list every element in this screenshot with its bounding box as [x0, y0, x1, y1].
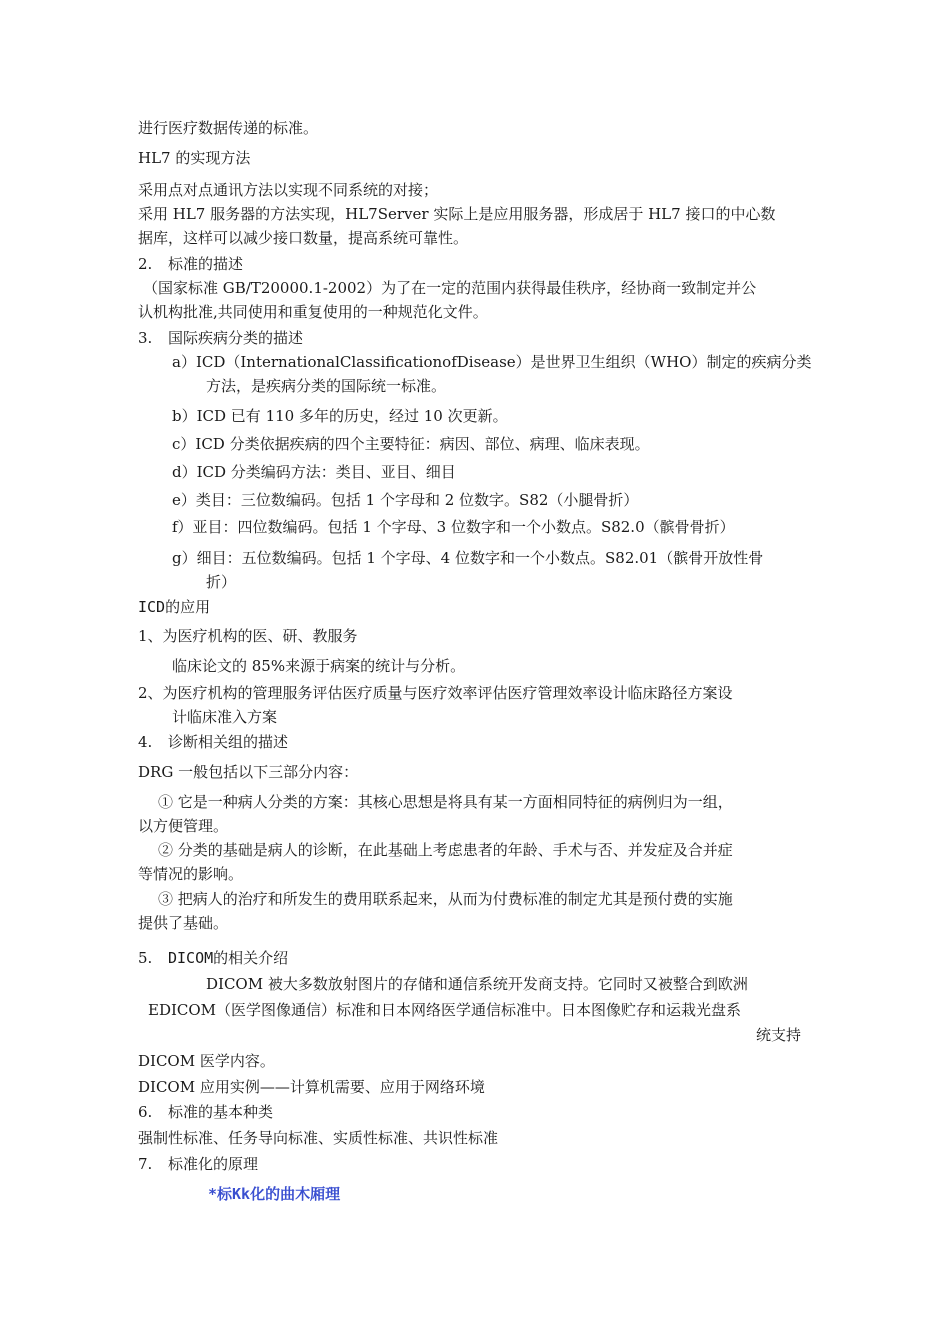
section-number: 3. — [138, 329, 153, 347]
subheading-icd-application: ICD的应用 — [138, 598, 211, 616]
text-line: DRG 一般包括以下三部分内容： — [138, 763, 359, 781]
list-item-g-cont: 折） — [206, 573, 237, 591]
list-item-b: b）ICD 已有 110 多年的历史，经过 10 次更新。 — [172, 407, 508, 425]
text-line: ① 它是一种病人分类的方案：其核心思想是将具有某一方面相同特征的病例归为一组， — [158, 793, 733, 811]
text-line: 进行医疗数据传递的标准。 — [138, 119, 319, 137]
text-line: （国家标准 GB/T20000.1-2002）为了在一定的范围内获得最佳秩序，经协商一致制定并公 — [143, 279, 757, 297]
section-title: 标准的描述 — [168, 255, 244, 273]
text-line: 1、为医疗机构的医、研、教服务 — [138, 627, 358, 645]
section-number: 6. — [138, 1103, 153, 1121]
section-heading-3 — [138, 328, 303, 348]
section-number: 5. — [138, 949, 153, 967]
list-item-c: c）ICD 分类依据疾病的四个主要特征：病因、部位、病理、临床表现。 — [172, 435, 650, 453]
text-line: 计临床准入方案 — [172, 708, 278, 726]
text-line: 强制性标准、任务导向标准、实质性标准、共识性标准 — [138, 1129, 499, 1147]
section-heading-4 — [138, 732, 288, 752]
section-heading-5 — [138, 948, 288, 968]
section-number: 4. — [138, 733, 153, 751]
list-item-e: e）类目：三位数编码。包括 1 个字母和 2 位数字。S82（小腿骨折） — [172, 491, 639, 509]
section-number: 7. — [138, 1155, 153, 1173]
text-line: 认机构批准,共同使用和重复使用的一种规范化文件。 — [138, 303, 488, 321]
section-title: 诊断相关组的描述 — [168, 733, 289, 751]
text-line: 2、为医疗机构的管理服务评估医疗质量与医疗效率评估医疗管理效率设计临床路径方案设 — [138, 684, 733, 702]
text-line: ③ 把病人的治疗和所发生的费用联系起来，从而为付费标准的制定尤其是预付费的实施 — [158, 890, 733, 908]
section-heading-7 — [138, 1154, 258, 1174]
text-line: 采用 HL7 服务器的方法实现，HL7Server 实际上是应用服务器，形成居于 HL7 接口的中心数 — [138, 205, 776, 223]
section-title: 标准化的原理 — [168, 1155, 259, 1173]
subheading-hl7-method: HL7 的实现方法 — [138, 149, 251, 167]
text-line: 采用点对点通讯方法以实现不同系统的对接； — [138, 181, 439, 199]
section-title: 标准的基本种类 — [168, 1103, 274, 1121]
text-line: 以方便管理。 — [138, 817, 229, 835]
text-line: EDICOM（医学图像通信）标准和日本网络医学通信标准中。日本图像贮存和运栽光盘系 — [148, 1001, 742, 1019]
section-heading-6 — [138, 1102, 273, 1122]
text-line: DICOM 应用实例——计算机需要、应用于网络环境 — [138, 1078, 485, 1096]
text-line: 等情况的影响。 — [138, 865, 244, 883]
section-number: 2. — [138, 255, 153, 273]
list-item-f: f）亚目：四位数编码。包括 1 个字母、3 位数字和一个小数点。S82.0（髌骨骨折） — [172, 518, 735, 536]
text-line: DICOM 被大多数放射图片的存储和通信系统开发商支持。它同时又被整合到欧洲 — [206, 975, 748, 993]
list-item-d: d）ICD 分类编码方法：类目、亚目、细目 — [172, 463, 456, 481]
text-line: 据库，这样可以减少接口数量，提高系统可靠性。 — [138, 229, 469, 247]
section-heading-2 — [138, 254, 243, 274]
text-line: 提供了基础。 — [138, 914, 229, 932]
text-line: DICOM 医学内容。 — [138, 1052, 275, 1070]
list-item-a: a）ICD（InternationalClassificationofDisease）是世界卫生组织（WHO）制定的疾病分类 — [172, 353, 812, 371]
list-item-g: g）细目：五位数编码。包括 1 个字母、4 位数字和一个小数点。S82.01（髌骨开放性骨 — [172, 549, 764, 567]
list-item-a-cont: 方法，是疾病分类的国际统一标准。 — [206, 377, 447, 395]
text-line: 统支持 — [756, 1026, 802, 1044]
text-line: ② 分类的基础是病人的诊断，在此基础上考虑患者的年龄、手术与否、并发症及合并症 — [158, 841, 733, 859]
section-title: 国际疾病分类的描述 — [168, 329, 304, 347]
text-line: 临床论文的 85%来源于病案的统计与分析。 — [172, 657, 466, 675]
section-title: DICOM的相关介绍 — [168, 949, 289, 967]
figure-caption-heading: *标Kk化的曲木厢理 — [208, 1185, 341, 1203]
